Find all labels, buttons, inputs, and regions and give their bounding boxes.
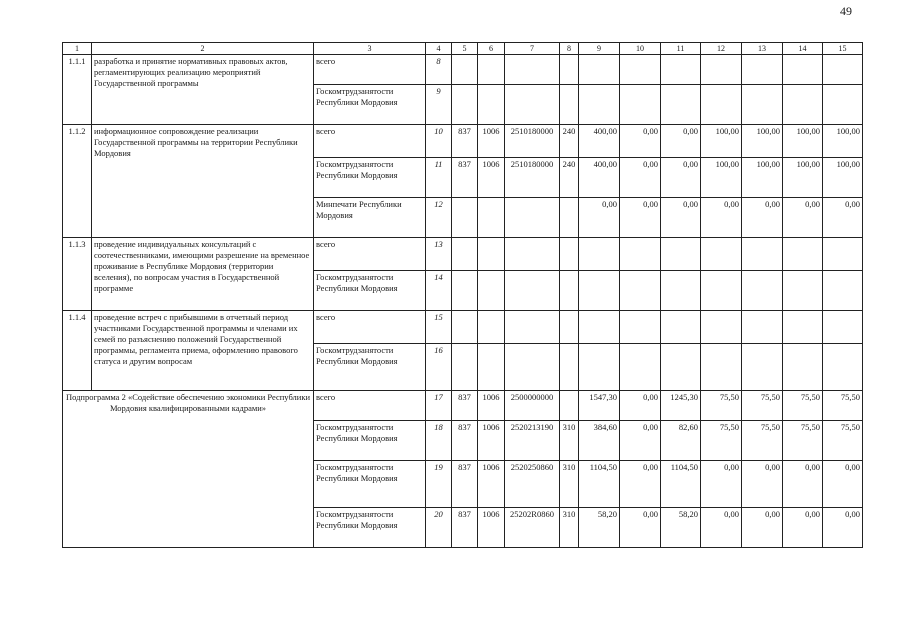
- code-grbs-cell: [452, 85, 478, 125]
- code-type-cell: 240: [560, 158, 579, 198]
- code-grbs-cell: [452, 238, 478, 271]
- code-type-cell: [560, 311, 579, 344]
- executor-cell: Госкомтрудзанятости Республики Мордовия: [314, 508, 426, 548]
- amount-cell: 75,50: [742, 391, 783, 421]
- amount-cell: [701, 55, 742, 85]
- row-number-cell: 9: [426, 85, 452, 125]
- code-section-cell: [478, 271, 505, 311]
- amount-cell: 100,00: [823, 158, 863, 198]
- amount-cell: 75,50: [823, 391, 863, 421]
- code-type-cell: [560, 391, 579, 421]
- amount-cell: [783, 271, 823, 311]
- code-type-cell: [560, 238, 579, 271]
- amount-cell: 0,00: [783, 461, 823, 508]
- column-number-cell: 14: [783, 43, 823, 55]
- amount-cell: [620, 85, 661, 125]
- amount-cell: 75,50: [701, 421, 742, 461]
- amount-cell: 0,00: [661, 158, 701, 198]
- item-number-cell: 1.1.3: [63, 238, 92, 311]
- amount-cell: 0,00: [620, 508, 661, 548]
- column-number-row: [63, 43, 863, 55]
- code-type-cell: 310: [560, 421, 579, 461]
- amount-cell: 400,00: [579, 125, 620, 158]
- amount-cell: [701, 85, 742, 125]
- amount-cell: [620, 238, 661, 271]
- amount-cell: 384,60: [579, 421, 620, 461]
- code-target-cell: [505, 344, 560, 391]
- amount-cell: [579, 311, 620, 344]
- amount-cell: [823, 85, 863, 125]
- row-number-cell: 18: [426, 421, 452, 461]
- item-name-cell: проведение индивидуальных консультаций с соотечественниками, имеющими разрешение на временное проживание в Республике Мордовия (территории вселения), по вопросам участия в Государственной программе: [92, 238, 314, 311]
- code-type-cell: [560, 85, 579, 125]
- amount-cell: 0,00: [579, 198, 620, 238]
- amount-cell: 0,00: [701, 461, 742, 508]
- code-target-cell: [505, 271, 560, 311]
- amount-cell: [579, 344, 620, 391]
- amount-cell: 58,20: [579, 508, 620, 548]
- amount-cell: [742, 238, 783, 271]
- column-number-cell: 10: [620, 43, 661, 55]
- amount-cell: 75,50: [783, 421, 823, 461]
- item-number-cell: 1.1.2: [63, 125, 92, 238]
- executor-cell: Госкомтрудзанятости Республики Мордовия: [314, 461, 426, 508]
- amount-cell: [783, 238, 823, 271]
- code-section-cell: [478, 55, 505, 85]
- amount-cell: 0,00: [701, 508, 742, 548]
- amount-cell: 1104,50: [579, 461, 620, 508]
- amount-cell: 0,00: [620, 125, 661, 158]
- code-target-cell: [505, 238, 560, 271]
- code-section-cell: 1006: [478, 421, 505, 461]
- amount-cell: 0,00: [783, 198, 823, 238]
- code-type-cell: [560, 271, 579, 311]
- executor-cell: Минпечати Республики Мордовия: [314, 198, 426, 238]
- code-section-cell: 1006: [478, 158, 505, 198]
- code-target-cell: 2500000000: [505, 391, 560, 421]
- amount-cell: 0,00: [783, 508, 823, 548]
- code-target-cell: 2520250860: [505, 461, 560, 508]
- amount-cell: 1104,50: [661, 461, 701, 508]
- executor-cell: Госкомтрудзанятости Республики Мордовия: [314, 271, 426, 311]
- code-target-cell: [505, 55, 560, 85]
- column-number-cell: 5: [452, 43, 478, 55]
- program-table: [62, 42, 863, 548]
- amount-cell: 75,50: [742, 421, 783, 461]
- code-section-cell: 1006: [478, 461, 505, 508]
- amount-cell: 82,60: [661, 421, 701, 461]
- amount-cell: 100,00: [783, 158, 823, 198]
- code-section-cell: [478, 311, 505, 344]
- column-number-cell: 8: [560, 43, 579, 55]
- code-section-cell: [478, 238, 505, 271]
- code-target-cell: [505, 85, 560, 125]
- row-number-cell: 12: [426, 198, 452, 238]
- row-number-cell: 11: [426, 158, 452, 198]
- code-grbs-cell: 837: [452, 125, 478, 158]
- amount-cell: [742, 344, 783, 391]
- executor-cell: всего: [314, 311, 426, 344]
- code-grbs-cell: [452, 198, 478, 238]
- code-section-cell: 1006: [478, 125, 505, 158]
- amount-cell: 0,00: [823, 508, 863, 548]
- code-grbs-cell: 837: [452, 391, 478, 421]
- executor-cell: всего: [314, 391, 426, 421]
- amount-cell: 100,00: [701, 158, 742, 198]
- amount-cell: [783, 85, 823, 125]
- amount-cell: 75,50: [783, 391, 823, 421]
- page-number: 49: [840, 4, 852, 18]
- amount-cell: [579, 55, 620, 85]
- amount-cell: 0,00: [620, 158, 661, 198]
- amount-cell: [823, 271, 863, 311]
- column-number-cell: 9: [579, 43, 620, 55]
- column-number-cell: 6: [478, 43, 505, 55]
- executor-cell: Госкомтрудзанятости Республики Мордовия: [314, 158, 426, 198]
- code-grbs-cell: 837: [452, 508, 478, 548]
- amount-cell: [823, 344, 863, 391]
- amount-cell: [742, 55, 783, 85]
- code-target-cell: 2520213190: [505, 421, 560, 461]
- executor-cell: Госкомтрудзанятости Республики Мордовия: [314, 85, 426, 125]
- amount-cell: [661, 85, 701, 125]
- code-section-cell: [478, 344, 505, 391]
- code-type-cell: [560, 55, 579, 85]
- amount-cell: 0,00: [823, 461, 863, 508]
- row-number-cell: 10: [426, 125, 452, 158]
- amount-cell: [742, 311, 783, 344]
- amount-cell: 0,00: [701, 198, 742, 238]
- table-row: [63, 125, 863, 158]
- executor-cell: Госкомтрудзанятости Республики Мордовия: [314, 421, 426, 461]
- amount-cell: 58,20: [661, 508, 701, 548]
- column-number-cell: 7: [505, 43, 560, 55]
- amount-cell: 75,50: [823, 421, 863, 461]
- code-grbs-cell: 837: [452, 421, 478, 461]
- row-number-cell: 17: [426, 391, 452, 421]
- column-number-cell: 2: [92, 43, 314, 55]
- column-number-cell: 15: [823, 43, 863, 55]
- amount-cell: [701, 271, 742, 311]
- code-type-cell: 240: [560, 125, 579, 158]
- amount-cell: 400,00: [579, 158, 620, 198]
- table-row: [63, 55, 863, 85]
- amount-cell: [823, 311, 863, 344]
- amount-cell: 0,00: [742, 508, 783, 548]
- code-grbs-cell: [452, 271, 478, 311]
- code-section-cell: [478, 85, 505, 125]
- amount-cell: 0,00: [661, 198, 701, 238]
- amount-cell: [579, 238, 620, 271]
- code-section-cell: [478, 198, 505, 238]
- amount-cell: 100,00: [742, 158, 783, 198]
- amount-cell: 100,00: [701, 125, 742, 158]
- code-target-cell: 25202R0860: [505, 508, 560, 548]
- amount-cell: [742, 271, 783, 311]
- code-target-cell: 2510180000: [505, 125, 560, 158]
- executor-cell: всего: [314, 125, 426, 158]
- item-number-cell: 1.1.4: [63, 311, 92, 391]
- amount-cell: [742, 85, 783, 125]
- item-name-cell: информационное сопровождение реализации Государственной программы на территории Республики Мордовия: [92, 125, 314, 238]
- amount-cell: [823, 55, 863, 85]
- item-name-cell: проведение встреч с прибывшими в отчетный период участниками Государственной программы и членами их семей по разъяснению положений Государственной программы, регламента приема, оформлению правового статуса и другим вопросам: [92, 311, 314, 391]
- column-number-cell: 3: [314, 43, 426, 55]
- amount-cell: [661, 271, 701, 311]
- code-grbs-cell: 837: [452, 158, 478, 198]
- code-grbs-cell: [452, 344, 478, 391]
- amount-cell: 0,00: [620, 391, 661, 421]
- row-number-cell: 14: [426, 271, 452, 311]
- amount-cell: 100,00: [783, 125, 823, 158]
- column-number-cell: 4: [426, 43, 452, 55]
- column-number-cell: 11: [661, 43, 701, 55]
- amount-cell: 1245,30: [661, 391, 701, 421]
- amount-cell: [661, 344, 701, 391]
- code-target-cell: 2510180000: [505, 158, 560, 198]
- amount-cell: 0,00: [620, 421, 661, 461]
- amount-cell: [661, 55, 701, 85]
- amount-cell: 0,00: [742, 198, 783, 238]
- column-number-cell: 13: [742, 43, 783, 55]
- amount-cell: 0,00: [823, 198, 863, 238]
- amount-cell: [661, 311, 701, 344]
- amount-cell: [783, 344, 823, 391]
- amount-cell: [701, 344, 742, 391]
- amount-cell: [620, 271, 661, 311]
- executor-cell: Госкомтрудзанятости Республики Мордовия: [314, 344, 426, 391]
- code-type-cell: 310: [560, 508, 579, 548]
- row-number-cell: 8: [426, 55, 452, 85]
- row-number-cell: 16: [426, 344, 452, 391]
- code-grbs-cell: [452, 55, 478, 85]
- amount-cell: 75,50: [701, 391, 742, 421]
- table-row: [63, 311, 863, 344]
- item-number-cell: 1.1.1: [63, 55, 92, 125]
- table-row: [63, 391, 863, 421]
- amount-cell: 0,00: [620, 198, 661, 238]
- executor-cell: всего: [314, 55, 426, 85]
- amount-cell: [620, 55, 661, 85]
- code-grbs-cell: [452, 311, 478, 344]
- code-type-cell: [560, 198, 579, 238]
- code-grbs-cell: 837: [452, 461, 478, 508]
- amount-cell: 0,00: [620, 461, 661, 508]
- row-number-cell: 20: [426, 508, 452, 548]
- amount-cell: [701, 238, 742, 271]
- amount-cell: [701, 311, 742, 344]
- code-type-cell: [560, 344, 579, 391]
- row-number-cell: 19: [426, 461, 452, 508]
- amount-cell: [783, 311, 823, 344]
- amount-cell: 100,00: [823, 125, 863, 158]
- amount-cell: [620, 344, 661, 391]
- code-section-cell: 1006: [478, 391, 505, 421]
- executor-cell: всего: [314, 238, 426, 271]
- item-name-cell: разработка и принятие нормативных правовых актов, регламентирующих реализацию мероприятий Государственной программы: [92, 55, 314, 125]
- row-number-cell: 13: [426, 238, 452, 271]
- column-number-cell: 1: [63, 43, 92, 55]
- table-row: [63, 238, 863, 271]
- amount-cell: 1547,30: [579, 391, 620, 421]
- column-number-cell: 12: [701, 43, 742, 55]
- amount-cell: [661, 238, 701, 271]
- amount-cell: [783, 55, 823, 85]
- code-section-cell: 1006: [478, 508, 505, 548]
- amount-cell: 100,00: [742, 125, 783, 158]
- code-type-cell: 310: [560, 461, 579, 508]
- amount-cell: [579, 85, 620, 125]
- amount-cell: 0,00: [742, 461, 783, 508]
- amount-cell: [579, 271, 620, 311]
- row-number-cell: 15: [426, 311, 452, 344]
- amount-cell: 0,00: [661, 125, 701, 158]
- code-target-cell: [505, 198, 560, 238]
- amount-cell: [620, 311, 661, 344]
- amount-cell: [823, 238, 863, 271]
- code-target-cell: [505, 311, 560, 344]
- subprogram-title-cell: Подпрограмма 2 «Содействие обеспечению экономики Республики Мордовия квалифицированными кадрами»: [63, 391, 314, 548]
